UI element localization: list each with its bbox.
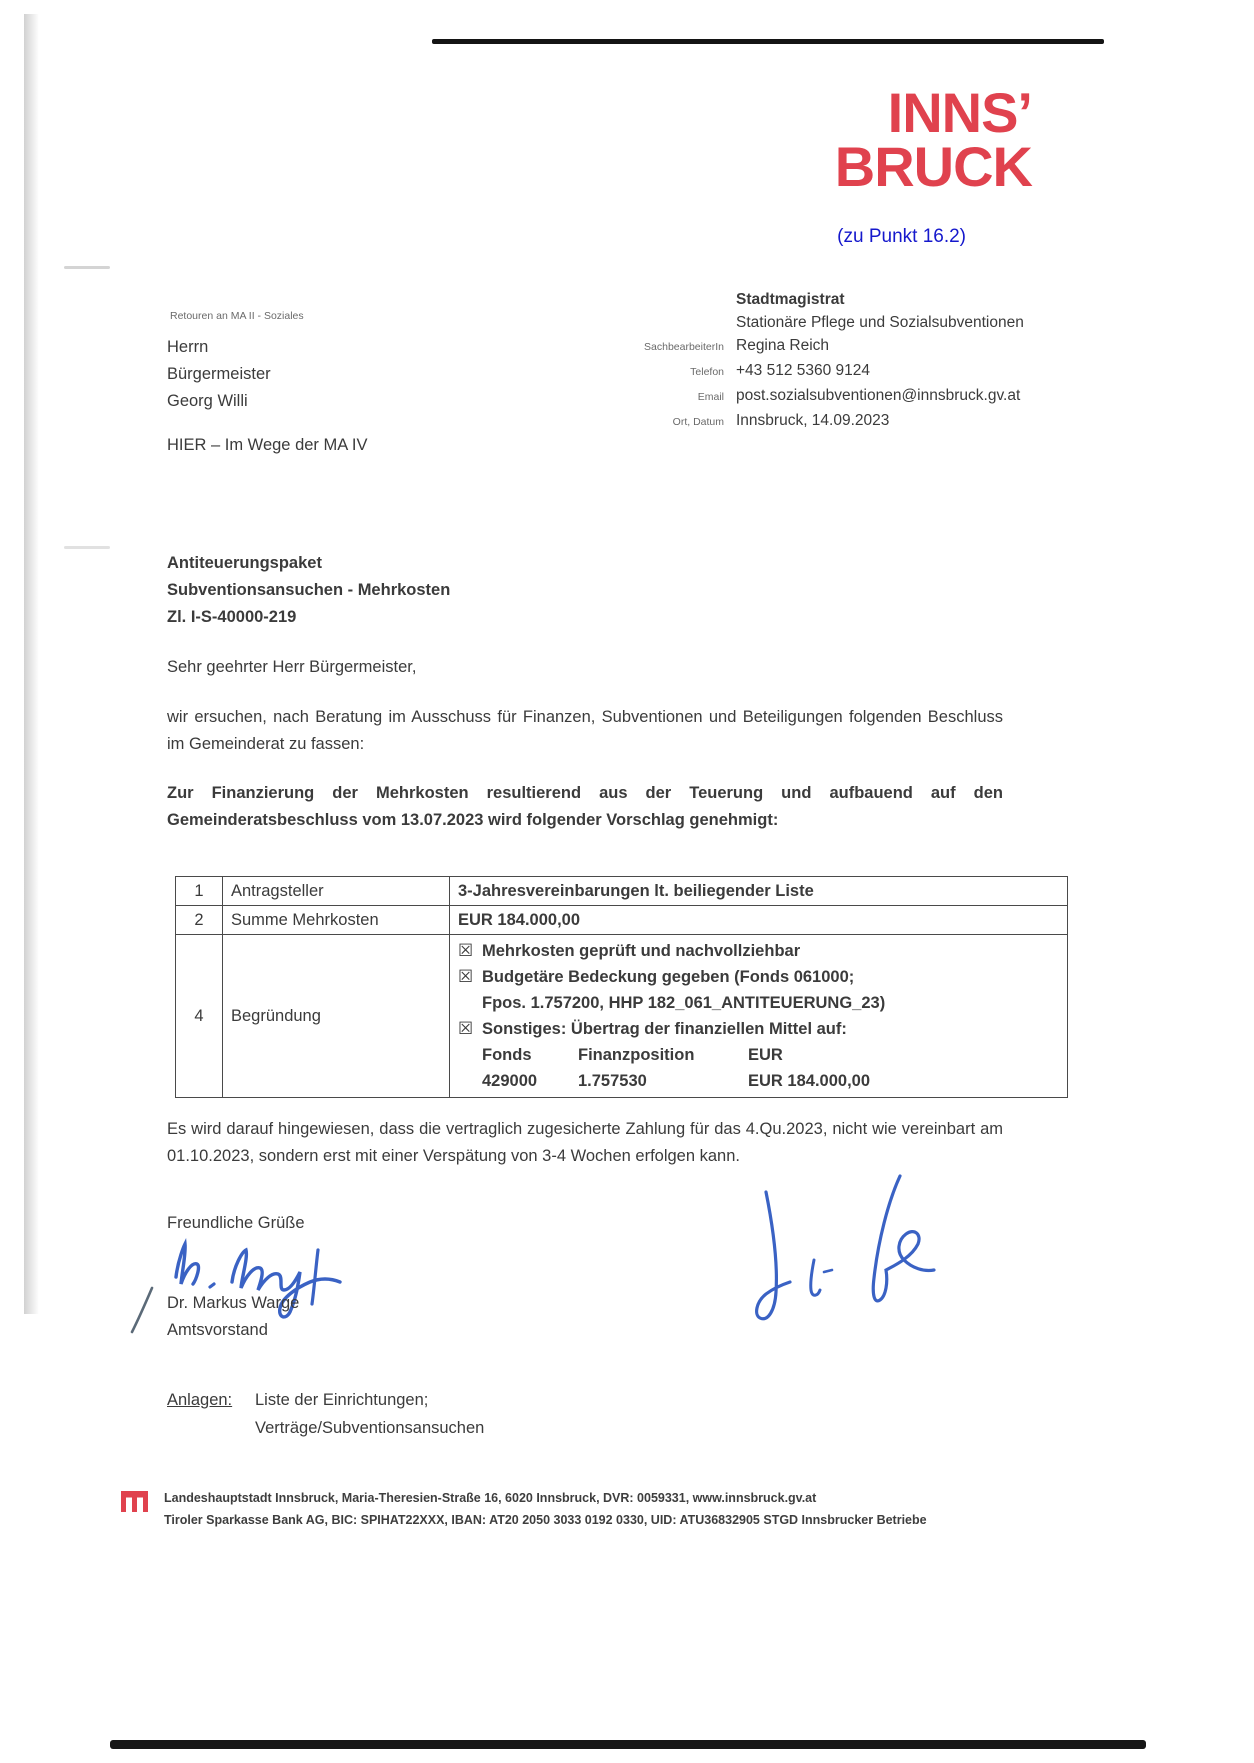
transfer-header-row — [482, 1042, 1059, 1068]
handwritten-slash-mark — [128, 1284, 156, 1341]
row-label: Antragsteller — [223, 877, 450, 906]
checkbox-item — [458, 964, 1059, 990]
checkbox-item-text: Budgetäre Bedeckung gegeben (Fonds 061000; — [482, 968, 855, 986]
footer-imprint — [164, 1487, 927, 1531]
row-label: Summe Mehrkosten — [223, 906, 450, 935]
table-row — [176, 906, 1068, 935]
recipient-line: Herrn — [167, 338, 209, 356]
delivery-route-line: HIER – Im Wege der MA IV — [167, 436, 368, 454]
row-number: 2 — [176, 906, 223, 935]
closing-greeting: Freundliche Grüße — [167, 1214, 305, 1232]
table-row — [176, 935, 1068, 1098]
attachment-item: Verträge/Subventionsansuchen — [255, 1419, 485, 1437]
recipient-line: Georg Willi — [167, 392, 248, 410]
return-address-note: Retouren an MA II - Soziales — [170, 310, 304, 322]
row-number: 1 — [176, 877, 223, 906]
scan-edge-left — [24, 14, 39, 1314]
checked-checkbox-icon: ☒ — [458, 1019, 474, 1039]
subject-line-1: Antiteuerungspaket — [167, 554, 322, 572]
row-number: 4 — [176, 935, 223, 1098]
salutation: Sehr geehrter Herr Bürgermeister, — [167, 658, 417, 676]
footer-line-2: Tiroler Sparkasse Bank AG, BIC: SPIHAT22XXX, IBAN: AT20 2050 3033 0192 0330, UID: ATU36832905 STGD Innsbrucker Betriebe — [164, 1513, 927, 1527]
attachments-label: Anlagen: — [167, 1391, 233, 1409]
field-label-telefon: Telefon — [690, 366, 724, 378]
field-value-sachbearbeiterin: Regina Reich — [736, 337, 830, 354]
innsbruck-bridge-icon — [121, 1491, 148, 1517]
transfer-value-fonds: 429000 — [482, 1072, 538, 1090]
field-value-email: post.sozialsubventionen@innsbruck.gv.at — [736, 387, 1021, 404]
field-label-ort-datum: Ort, Datum — [672, 416, 724, 428]
field-value-telefon: +43 512 5360 9124 — [736, 362, 871, 379]
recipient-line: Bürgermeister — [167, 365, 271, 383]
transfer-header-finanzposition: Finanzposition — [578, 1046, 695, 1064]
logo-line-2: BRUCK — [834, 135, 1032, 198]
transfer-value-finanzposition: 1.757530 — [578, 1072, 647, 1090]
body-paragraph-1: wir ersuchen, nach Beratung im Ausschuss für Finanzen, Subventionen und Beteiligungen folgenden Beschluss im Gemeinderat zu fassen: — [167, 708, 1003, 753]
transfer-value-row — [482, 1068, 1059, 1094]
field-value-ort-datum: Innsbruck, 14.09.2023 — [736, 412, 890, 429]
logo-line-1: INNS’ — [887, 81, 1032, 144]
checked-checkbox-icon: ☒ — [458, 941, 474, 961]
body-paragraph-3: Es wird darauf hingewiesen, dass die vertraglich zugesicherte Zahlung für das 4.Qu.2023, nicht wie vereinbart am 01.10.2023, sondern erst mit einer Verspätung von 3-4 Wochen erfolgen kann. — [167, 1120, 1003, 1165]
row-label: Begründung — [223, 935, 450, 1098]
subject-block — [167, 550, 450, 631]
signer-name: Dr. Markus Warge — [167, 1294, 300, 1312]
checked-checkbox-icon: ☒ — [458, 967, 474, 987]
subject-line-2: Subventionsansuchen - Mehrkosten — [167, 581, 451, 599]
scan-smudge — [64, 266, 110, 269]
scan-smudge — [64, 546, 110, 549]
scan-edge-top — [432, 39, 1104, 44]
transfer-header-fonds: Fonds — [482, 1046, 532, 1064]
subject-line-3: Zl. I-S-40000-219 — [167, 608, 297, 626]
attachments-list — [255, 1386, 484, 1442]
attachments-block — [167, 1386, 484, 1442]
checkbox-item-text: Mehrkosten geprüft und nachvollziehbar — [482, 942, 801, 960]
signer-block — [167, 1290, 299, 1344]
transfer-value-eur: EUR 184.000,00 — [748, 1072, 871, 1090]
sender-department: Stationäre Pflege und Sozialsubventionen — [736, 314, 1024, 331]
row-value: EUR 184.000,00 — [450, 906, 1068, 935]
sender-org: Stadtmagistrat — [736, 291, 845, 308]
row-value: 3-Jahresvereinbarungen lt. beiliegender Liste — [450, 877, 1068, 906]
handwritten-initials-paraph — [728, 1152, 948, 1347]
decision-table — [175, 876, 1068, 1098]
scan-edge-bottom — [110, 1740, 1146, 1749]
row-value-begruendung — [450, 935, 1068, 1098]
checkbox-item — [458, 938, 1059, 964]
checkbox-item-continuation: Fpos. 1.757200, HHP 182_061_ANTITEUERUNG_23) — [482, 994, 886, 1012]
body-paragraph-2-bold: Zur Finanzierung der Mehrkosten resultierend aus der Teuerung und aufbauend auf den Gemeinderatsbeschluss vom 13.07.2023 wird folgender Vorschlag genehmigt: — [167, 784, 1003, 829]
innsbruck-logo — [834, 81, 1032, 198]
attachment-item: Liste der Einrichtungen; — [255, 1391, 429, 1409]
table-row — [176, 877, 1068, 906]
transfer-header-eur: EUR — [748, 1046, 783, 1064]
checkbox-item — [458, 1016, 1059, 1042]
footer-line-1: Landeshauptstadt Innsbruck, Maria-Theresien-Straße 16, 6020 Innsbruck, DVR: 0059331, www.innsbruck.gv.at — [164, 1491, 817, 1505]
signer-title: Amtsvorstand — [167, 1321, 268, 1339]
field-label-sachbearbeiterin: SachbearbeiterIn — [644, 341, 724, 353]
agenda-point-note: (zu Punkt 16.2) — [837, 226, 966, 247]
checkbox-item-text: Sonstiges: Übertrag der finanziellen Mittel auf: — [482, 1020, 847, 1038]
field-label-email: Email — [697, 391, 724, 403]
recipient-address — [167, 334, 271, 415]
sender-contact-block — [616, 288, 1056, 434]
